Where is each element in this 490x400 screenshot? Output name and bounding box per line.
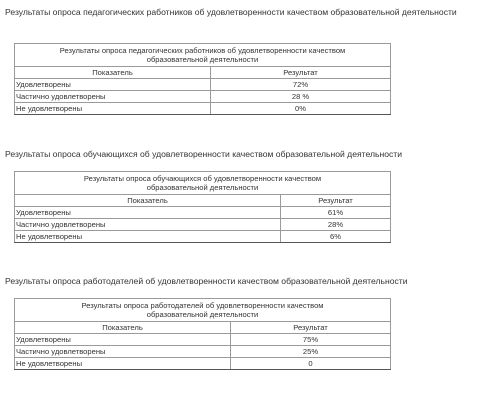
column-header-result: Результат: [211, 67, 391, 79]
column-header-result: Результат: [231, 322, 391, 334]
row-label: Частично удовлетворены: [15, 91, 211, 103]
employers-survey-table: [14, 298, 391, 370]
column-header-indicator: Показатель: [15, 195, 281, 207]
row-value: 75%: [231, 334, 391, 346]
table-row: [15, 231, 391, 243]
table-caption: Результаты опроса работодателей об удовлетворенности качеством образовательной деятельности: [15, 299, 391, 322]
table-header-row: [15, 67, 391, 79]
row-value: 28%: [281, 219, 391, 231]
row-label: Не удовлетворены: [15, 231, 281, 243]
table-row: [15, 103, 391, 115]
students-survey-table: [14, 171, 391, 243]
table-row: [15, 219, 391, 231]
table-row: [15, 207, 391, 219]
row-value: 0: [231, 358, 391, 370]
table-row: [15, 91, 391, 103]
row-value: 28 %: [211, 91, 391, 103]
row-label: Не удовлетворены: [15, 103, 211, 115]
teachers-survey-heading: Результаты опроса педагогических работников об удовлетворенности качеством образовательной деятельности: [5, 7, 457, 17]
table-caption: Результаты опроса педагогических работников об удовлетворенности качеством образовательной деятельности: [15, 44, 391, 67]
table-row: [15, 79, 391, 91]
table-row: [15, 358, 391, 370]
row-value: 72%: [211, 79, 391, 91]
column-header-indicator: Показатель: [15, 67, 211, 79]
table-header-row: [15, 322, 391, 334]
row-label: Частично удовлетворены: [15, 346, 231, 358]
row-value: 0%: [211, 103, 391, 115]
row-label: Удовлетворены: [15, 79, 211, 91]
teachers-survey-table: [14, 43, 391, 115]
row-value: 61%: [281, 207, 391, 219]
column-header-indicator: Показатель: [15, 322, 231, 334]
row-label: Удовлетворены: [15, 334, 231, 346]
table-row: [15, 346, 391, 358]
column-header-result: Результат: [281, 195, 391, 207]
row-label: Частично удовлетворены: [15, 219, 281, 231]
row-label: Удовлетворены: [15, 207, 281, 219]
table-row: [15, 334, 391, 346]
row-value: 6%: [281, 231, 391, 243]
row-value: 25%: [231, 346, 391, 358]
table-caption: Результаты опроса обучающихся об удовлетворенности качеством образовательной деятельности: [15, 172, 391, 195]
row-label: Не удовлетворены: [15, 358, 231, 370]
employers-survey-heading: Результаты опроса работодателей об удовлетворенности качеством образовательной деятельности: [5, 276, 408, 286]
students-survey-heading: Результаты опроса обучающихся об удовлетворенности качеством образовательной деятельности: [5, 149, 403, 159]
table-header-row: [15, 195, 391, 207]
